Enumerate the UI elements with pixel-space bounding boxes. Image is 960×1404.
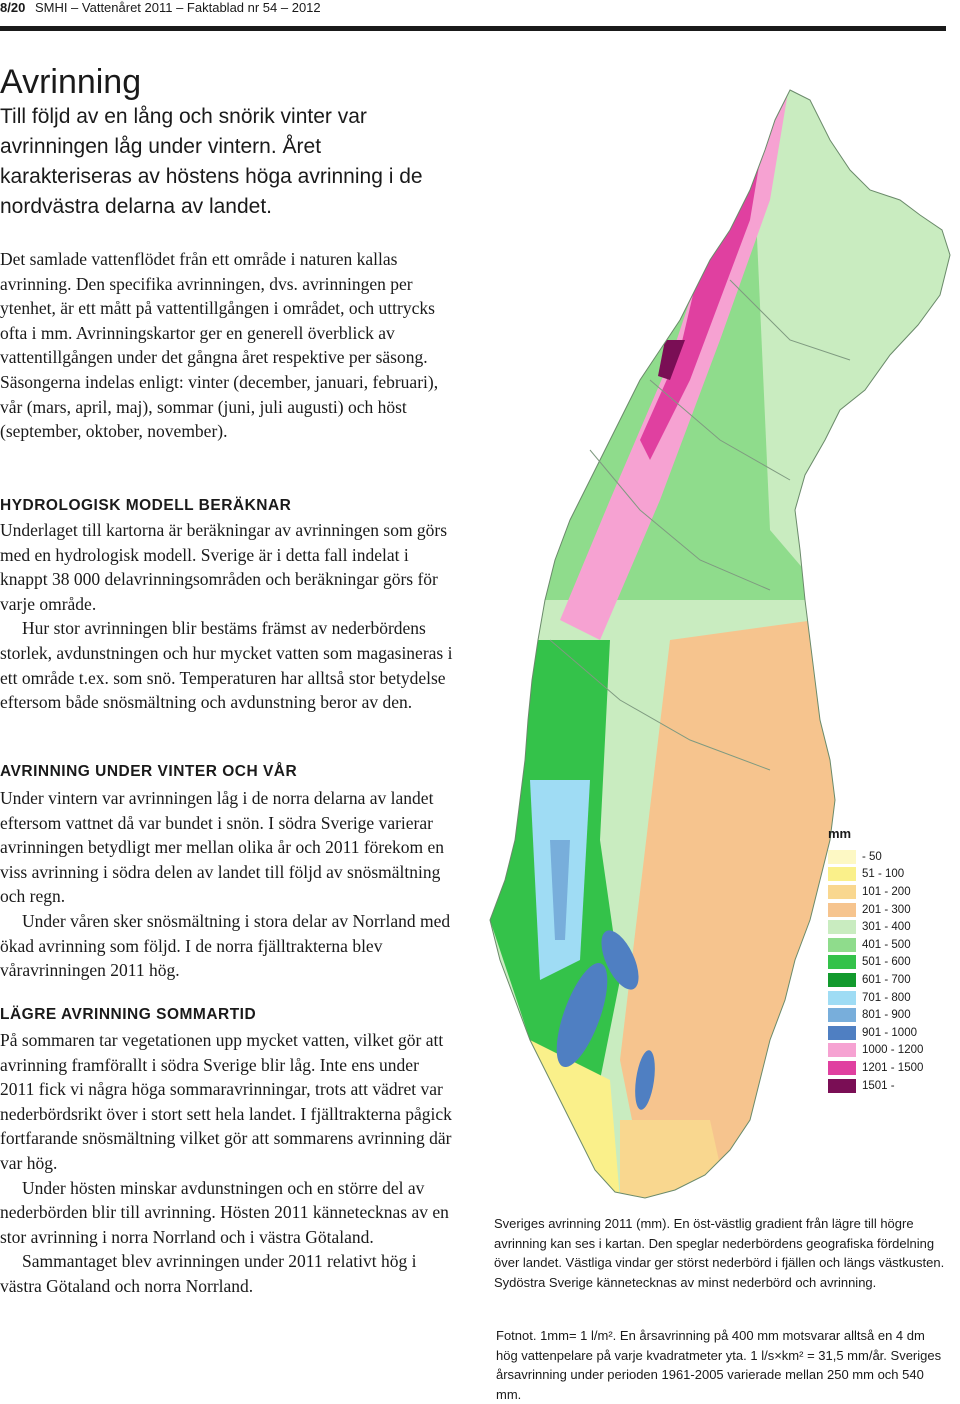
legend-swatch <box>828 938 856 952</box>
legend-swatch <box>828 1026 856 1040</box>
legend-item <box>828 954 958 972</box>
legend-item <box>828 1024 958 1042</box>
map-legend <box>828 826 958 1094</box>
legend-label: 101 - 200 <box>862 885 911 898</box>
intro-paragraph: Det samlade vattenflödet från ett område i naturen kallas avrinning. Den specifika avrinningen, dvs. avrinningen per ytenhet, är ett mått på vattentillgången i området, och uttrycks ofta i mm. Avrinningskartor ger en generell överblick av vattentillgången under det gångna året respektive per säsong. Säsongerna indelas enligt: vinter (december, januari, februari), vår (mars, april, maj), sommar (juni, juli augusti) och höst (september, oktober, november). <box>0 249 439 442</box>
map-caption: Sveriges avrinning 2011 (mm). En öst-västlig gradient från lägre till högre avrinning kan ses i kartan. Den speglar nederbördens geografiska fördelning över landet. Västliga vindar ger störst nederbörd i fjällen och längs västkusten. Sydöstra Sverige kännetecknas av minst nederbörd och avrinning. <box>494 1216 945 1290</box>
legend-item <box>828 866 958 884</box>
legend-item <box>828 936 958 954</box>
legend-rows <box>828 848 958 1094</box>
paragraph: Underlaget till kartorna är beräkningar av avrinningen som görs med en hydrologisk modell. Sverige är i detta fall indelat i knappt 38 000 delavrinningsområden och beräkningar görs för varje område. <box>0 520 448 614</box>
legend-swatch <box>828 1061 856 1075</box>
legend-swatch <box>828 885 856 899</box>
legend-swatch <box>828 1008 856 1022</box>
legend-item <box>828 971 958 989</box>
legend-label: 201 - 300 <box>862 903 911 916</box>
legend-label: 1501 - <box>862 1079 895 1092</box>
legend-label: 801 - 900 <box>862 1009 911 1022</box>
paragraph: Sammantaget blev avrinningen under 2011 relativt hög i västra Götaland och norra Norrland. <box>0 1251 417 1296</box>
paragraph: Under vintern var avrinningen låg i de norra delarna av landet eftersom vattnet då var bundet i snön. I södra Sverige varierar avrinningen betydligt mer mellan olika år och 2011 förekom en viss avrinning i södra delen av landet till följd av snösmältning och regn. <box>0 788 445 907</box>
legend-item <box>828 848 958 866</box>
section-heading-modell: HYDROLOGISK MODELL BERÄKNAR <box>0 497 292 514</box>
intro-text <box>0 247 455 444</box>
lead-paragraph: Till följd av en lång och snörik vinter var avrinningen låg under vintern. Året karakteriseras av höstens höga avrinning i de nordvästra delarna av landet. <box>0 105 423 218</box>
legend-label: 1000 - 1200 <box>862 1044 924 1057</box>
header-text: SMHI – Vattenåret 2011 – Faktablad nr 54 – 2012 <box>34 0 321 15</box>
legend-swatch <box>828 973 856 987</box>
legend-label: 701 - 800 <box>862 991 911 1004</box>
legend-item <box>828 1006 958 1024</box>
legend-item <box>828 1077 958 1095</box>
legend-swatch <box>828 1079 856 1093</box>
page-header <box>0 0 946 22</box>
legend-item <box>828 1042 958 1060</box>
legend-swatch <box>828 920 856 934</box>
section-body-modell <box>0 518 455 715</box>
legend-item <box>828 883 958 901</box>
page-title: Avrinning <box>0 63 142 101</box>
legend-item <box>828 989 958 1007</box>
legend-swatch <box>828 903 856 917</box>
legend-swatch <box>828 955 856 969</box>
header-rule <box>0 26 946 31</box>
legend-item <box>828 1059 958 1077</box>
paragraph: Hur stor avrinningen blir bestäms främst av nederbördens storlek, avdunstningen och hur mycket vatten som magasineras i ett område t.ex. som snö. Temperaturen har alltså stor betydelse eftersom både snösmältning och avdunstning beror av den. <box>0 618 453 713</box>
legend-swatch <box>828 850 856 864</box>
legend-label: 601 - 700 <box>862 973 911 986</box>
section-body-vinter-var <box>0 786 455 983</box>
footnote: Fotnot. 1mm= 1 l/m². En årsavrinning på 400 mm motsvarar alltså en 4 dm hög vattenpelare på varje kvadratmeter yta. 1 l/s×km² = 31,5 mm/år. Sveriges årsavrinning under perioden 1961-2005 varierade mellan 250 mm och 540 mm. <box>496 1328 942 1402</box>
legend-label: 401 - 500 <box>862 938 911 951</box>
legend-label: 501 - 600 <box>862 956 911 969</box>
section-body-sommar <box>0 1028 455 1299</box>
legend-item <box>828 901 958 919</box>
legend-label: - 50 <box>862 850 882 863</box>
paragraph: På sommaren tar vegetationen upp mycket vatten, vilket gör att avrinning framförallt i södra Sverige blir låg. Inte ens under 2011 fick vi några höga sommaravrinningar, trots att vädret var nederbördsrikt över i stort sett hela landet. I fjälltrakterna pågick fortfarande snösmältning vilket gör att sommarens avrinning där var hög. <box>0 1030 452 1173</box>
section-heading-vinter-var: AVRINNING UNDER VINTER OCH VÅR <box>0 763 298 780</box>
legend-label: 51 - 100 <box>862 868 905 881</box>
page-number: 8/20 <box>0 0 26 15</box>
paragraph: Under hösten minskar avdunstningen och en större del av nederbörden blir till avrinning. Hösten 2011 kännetecknas av en stor avrinning i norra Norrland och i västra Götaland. <box>0 1177 449 1247</box>
legend-label: 301 - 400 <box>862 921 911 934</box>
legend-swatch <box>828 991 856 1005</box>
legend-title: mm <box>828 826 852 841</box>
legend-item <box>828 918 958 936</box>
section-heading-sommar: LÄGRE AVRINNING SOMMARTID <box>0 1006 257 1023</box>
legend-label: 901 - 1000 <box>862 1026 917 1039</box>
legend-label: 1201 - 1500 <box>862 1061 924 1074</box>
legend-swatch <box>828 867 856 881</box>
paragraph: Under våren sker snösmältning i stora delar av Norrland med ökad avrinning som följd. I de norra fjälltrakterna blev våravrinningen 2011 hög. <box>0 910 451 981</box>
legend-swatch <box>828 1043 856 1057</box>
